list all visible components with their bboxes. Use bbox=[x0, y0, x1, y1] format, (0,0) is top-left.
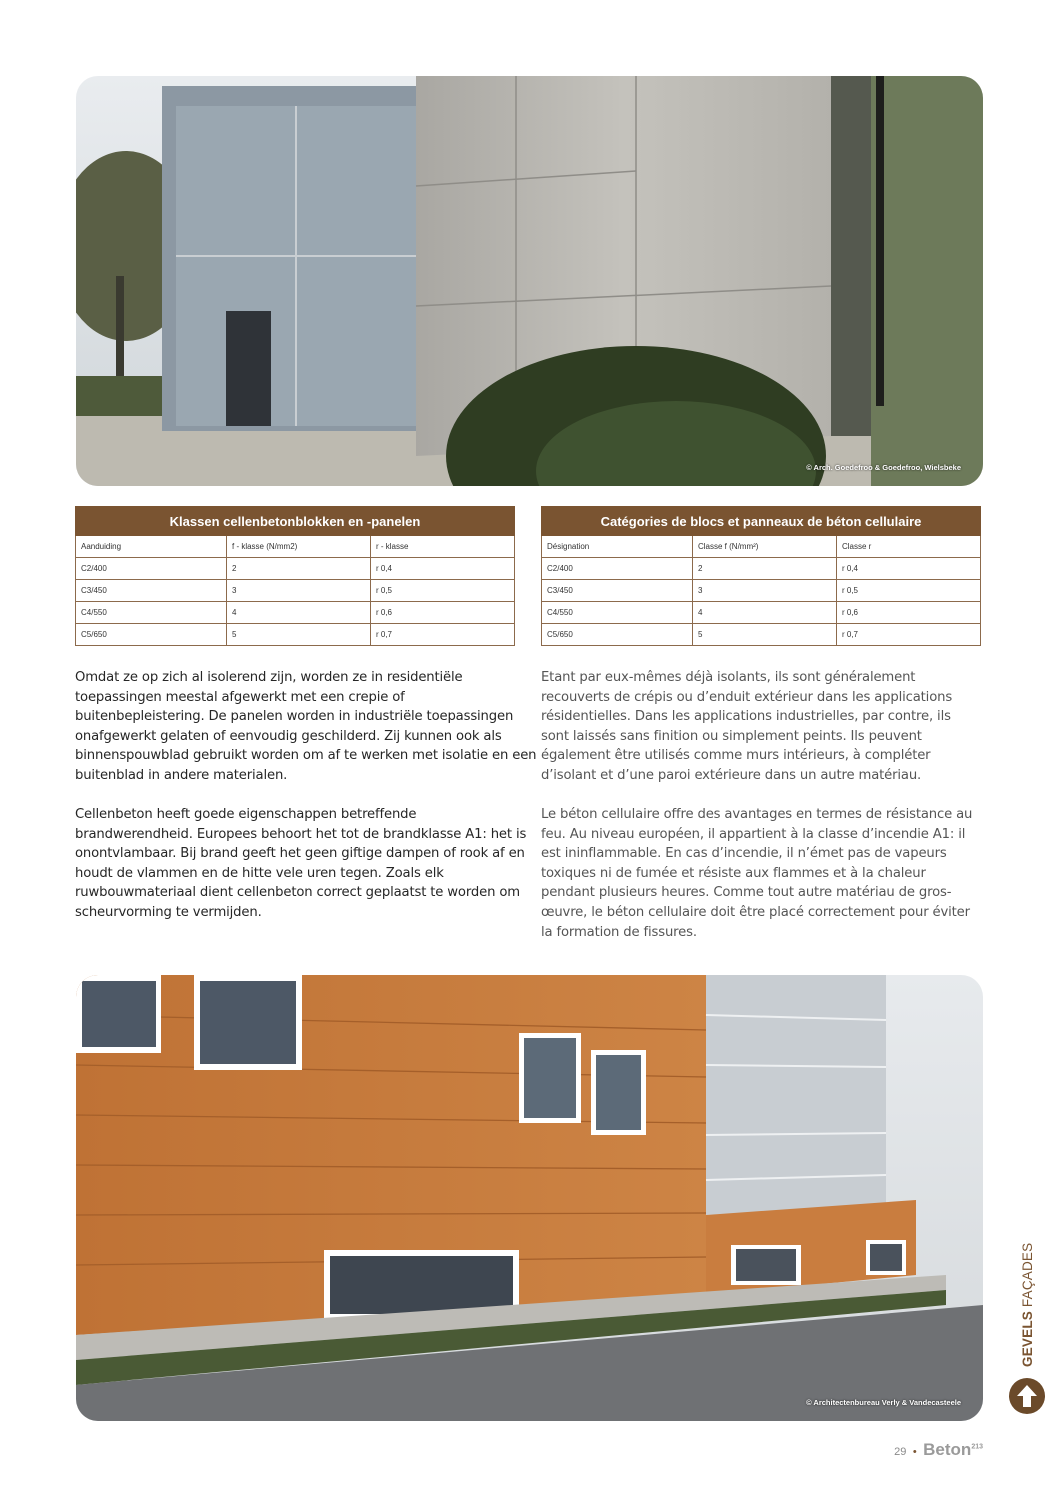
column-header: Classe f (N/mm²) bbox=[693, 536, 837, 558]
arrow-up-icon bbox=[1009, 1378, 1045, 1414]
photo-credit-top: © Arch. Goedefroo & Goedefroo, Wielsbeke bbox=[806, 463, 961, 472]
column-header: f - klasse (N/mm2) bbox=[227, 536, 371, 558]
paragraph-nl-1: Omdat ze op zich al isolerend zijn, worden ze in residentiële toepassingen meestal afgewerkt met een crepie of buitenbepleistering. De panelen worden in industriële toepassingen onafgewerkt gelaten of eenvoudig geschilderd. Zij kunnen ook als binnenspouwblad gebruikt worden om af te werken met isolatie en een buitenblad in andere materialen. bbox=[75, 670, 537, 783]
table-cell: 4 bbox=[693, 602, 837, 624]
column-header: Classe r bbox=[837, 536, 981, 558]
footer-separator: • bbox=[912, 1446, 917, 1458]
table-cell: 3 bbox=[693, 580, 837, 602]
column-header: Aanduiding bbox=[76, 536, 227, 558]
scroll-up-button[interactable] bbox=[1009, 1378, 1045, 1414]
table-cell: r 0,6 bbox=[371, 602, 515, 624]
table-header-row bbox=[542, 536, 981, 558]
table-cell: r 0,5 bbox=[837, 580, 981, 602]
table-cell: 2 bbox=[693, 558, 837, 580]
table-title: Catégories de blocs et panneaux de béton cellulaire bbox=[542, 507, 981, 536]
table-row bbox=[542, 558, 981, 580]
magazine-brand: Beton bbox=[923, 1440, 972, 1459]
orange-facade-illustration bbox=[76, 975, 983, 1421]
top-building-photo bbox=[76, 76, 983, 486]
table-cell: r 0,5 bbox=[371, 580, 515, 602]
table-cell: 4 bbox=[227, 602, 371, 624]
table-row bbox=[542, 580, 981, 602]
photo-credit-bottom: © Architectenbureau Verly & Vandecasteele bbox=[806, 1398, 961, 1407]
section-label-fr: FAÇADES bbox=[1020, 1242, 1035, 1308]
paragraph-nl-2: Cellenbeton heeft goede eigenschappen betreffende brandwerendheid. Europees behoort het tot de brandklasse A1: het is onontvlambaar. Bij brand geeft het geen giftige dampen of rook af en houdt de vlammen en de hitte vele uren tegen. Zoals elk ruwbouwmateriaal dient cellenbeton correct geplaatst te worden om scheurvorming te vermijden. bbox=[75, 807, 527, 920]
column-header: Désignation bbox=[542, 536, 693, 558]
page-footer bbox=[894, 1440, 983, 1460]
table-row bbox=[542, 602, 981, 624]
table-row bbox=[76, 580, 515, 602]
table-cell: r 0,4 bbox=[371, 558, 515, 580]
table-cell: C2/400 bbox=[76, 558, 227, 580]
table-cell: C3/450 bbox=[76, 580, 227, 602]
table-row bbox=[76, 558, 515, 580]
table-cell: 5 bbox=[693, 624, 837, 646]
table-row bbox=[542, 624, 981, 646]
table-cell: C3/450 bbox=[542, 580, 693, 602]
table-row bbox=[76, 624, 515, 646]
bottom-building-photo bbox=[76, 975, 983, 1421]
table-row bbox=[76, 602, 515, 624]
section-label bbox=[1020, 1243, 1035, 1367]
table-title: Klassen cellenbetonblokken en -panelen bbox=[76, 507, 515, 536]
table-cell: r 0,4 bbox=[837, 558, 981, 580]
table-cell: r 0,6 bbox=[837, 602, 981, 624]
table-cell: r 0,7 bbox=[837, 624, 981, 646]
paragraph-fr-1: Etant par eux-mêmes déjà isolants, ils sont généralement recouverts de crépis ou d’enduit extérieur dans les applications résidentielles. Dans les applications industrielles, par contre, ils sont laissés sans finition ou simplement peints. Ils peuvent également être utilisés comme murs intérieurs, à compléter d’isolant et d’une paroi extérieure dans un autre matériau. bbox=[541, 670, 953, 783]
table-cell: C4/550 bbox=[542, 602, 693, 624]
table-beton-cellulaire-categories-fr bbox=[541, 506, 981, 646]
table-header-row bbox=[76, 536, 515, 558]
paragraph-fr-2: Le béton cellulaire offre des avantages en termes de résistance au feu. Au niveau européen, il appartient à la classe d’incendie A1: il est ininflammable. En cas d’incendie, il n’émet pas de vapeurs toxiques ni de fumée et résiste aux flammes et à la chaleur pendant plusieurs heures. Comme tout autre matériau de gros-œuvre, le béton cellulaire doit être placé correctement pour éviter la formation de fissures. bbox=[541, 807, 973, 940]
table-cell: C2/400 bbox=[542, 558, 693, 580]
section-label-nl: GEVELS bbox=[1020, 1311, 1035, 1367]
table-cell: C5/650 bbox=[76, 624, 227, 646]
column-header: r - klasse bbox=[371, 536, 515, 558]
table-cellenbeton-classes-nl bbox=[75, 506, 515, 646]
table-cell: C5/650 bbox=[542, 624, 693, 646]
page-number: 29 bbox=[894, 1446, 907, 1458]
table-cell: 2 bbox=[227, 558, 371, 580]
table-cell: 5 bbox=[227, 624, 371, 646]
table-cell: C4/550 bbox=[76, 602, 227, 624]
issue-number: 213 bbox=[971, 1443, 983, 1451]
table-cell: r 0,7 bbox=[371, 624, 515, 646]
concrete-building-illustration bbox=[76, 76, 983, 486]
table-cell: 3 bbox=[227, 580, 371, 602]
